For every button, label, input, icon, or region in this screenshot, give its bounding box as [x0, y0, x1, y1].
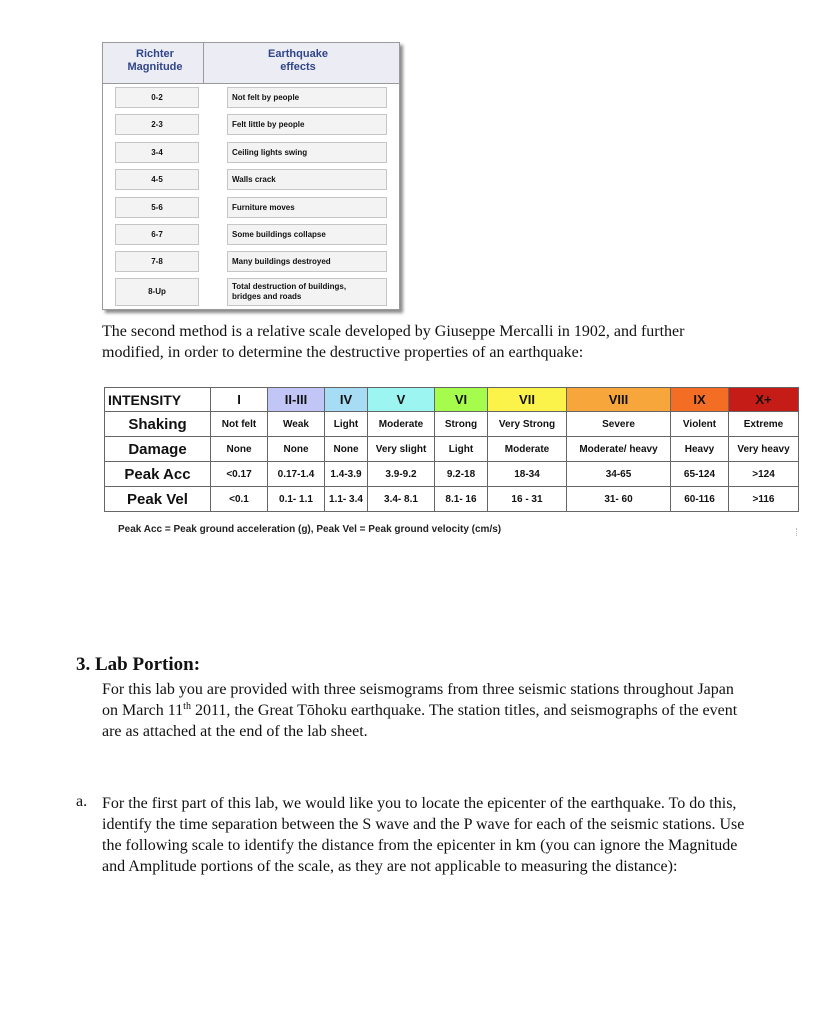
richter-header: [103, 43, 399, 84]
richter-header-effects-line1: Earthquake: [268, 48, 328, 60]
richter-effect-cell: Some buildings collapse: [227, 224, 387, 245]
intensity-label: INTENSITY: [105, 388, 211, 412]
richter-header-effects-line2: effects: [280, 61, 316, 73]
table-cell: 0.17-1.4: [268, 462, 325, 487]
richter-row: [103, 222, 399, 249]
intensity-cell: IV: [325, 388, 368, 412]
mercalli-intensity-row: [105, 388, 799, 412]
intensity-cell: VII: [488, 388, 567, 412]
table-cell: None: [268, 437, 325, 462]
row-label: Damage: [105, 437, 211, 462]
richter-header-magnitude-line1: Richter: [136, 48, 174, 60]
richter-effect-cell: Furniture moves: [227, 197, 387, 218]
richter-magnitude-cell: 0-2: [115, 87, 199, 108]
richter-magnitude-cell: 3-4: [115, 142, 199, 163]
mercalli-footnote: Peak Acc = Peak ground acceleration (g), Peak Vel = Peak ground velocity (cm/s): [118, 524, 502, 535]
table-cell: Heavy: [671, 437, 729, 462]
richter-row: [103, 85, 399, 112]
richter-magnitude-cell: 5-6: [115, 197, 199, 218]
table-cell: Very slight: [368, 437, 435, 462]
richter-row: [103, 140, 399, 167]
lab-intro-paragraph: [102, 679, 742, 742]
mercalli-shaking-row: [105, 412, 799, 437]
table-cell: Violent: [671, 412, 729, 437]
table-cell: Not felt: [211, 412, 268, 437]
intensity-cell: X+: [729, 388, 799, 412]
intensity-cell: VIII: [567, 388, 671, 412]
table-cell: >124: [729, 462, 799, 487]
row-label: Peak Acc: [105, 462, 211, 487]
mercalli-intro-paragraph: The second method is a relative scale developed by Giuseppe Mercalli in 1902, and further modified, in order to determine the destructive properties of an earthquake:: [102, 323, 685, 361]
intensity-cell: IX: [671, 388, 729, 412]
lab-item-a-paragraph: For the first part of this lab, we would like you to locate the epicenter of the earthquake. To do this, identify the time separation between the S wave and the P wave for each of the seismic stations. Use the following scale to identify the distance from the epicenter in km (you can ignore the Magnitude and Amplitude portions of the scale, as they are not applicable to measuring the distance):: [102, 795, 745, 875]
table-cell: Extreme: [729, 412, 799, 437]
richter-header-divider: [203, 43, 204, 83]
richter-effect-cell: Ceiling lights swing: [227, 142, 387, 163]
table-cell: None: [325, 437, 368, 462]
table-cell: 60-116: [671, 487, 729, 512]
table-cell: >116: [729, 487, 799, 512]
table-cell: Light: [435, 437, 488, 462]
mercalli-damage-row: [105, 437, 799, 462]
richter-header-effects: [223, 48, 373, 74]
intensity-cell: V: [368, 388, 435, 412]
richter-magnitude-cell: 8-Up: [115, 278, 199, 306]
row-label: Shaking: [105, 412, 211, 437]
richter-row: [103, 276, 399, 312]
table-cell: Light: [325, 412, 368, 437]
lab-intro-text-cont: 2011, the Great Tōhoku earthquake. The station titles, and seismographs of the event are as attached at the end of the lab sheet.: [102, 702, 738, 740]
richter-row: [103, 195, 399, 222]
table-cell: 31- 60: [567, 487, 671, 512]
table-cell: 65-124: [671, 462, 729, 487]
table-cell: Weak: [268, 412, 325, 437]
richter-magnitude-cell: 4-5: [115, 169, 199, 190]
table-cell: Moderate: [488, 437, 567, 462]
richter-row: [103, 249, 399, 276]
table-cell: Very Strong: [488, 412, 567, 437]
richter-row: [103, 167, 399, 194]
table-cell: Moderate/ heavy: [567, 437, 671, 462]
richter-table: [102, 42, 400, 310]
intensity-cell: I: [211, 388, 268, 412]
list-marker-a: a.: [76, 793, 88, 810]
table-cell: <0.17: [211, 462, 268, 487]
lab-intro-text: For this lab you are provided with three seismograms from three seismic stations throughout Japan on March 11: [102, 681, 734, 719]
intensity-cell: II-III: [268, 388, 325, 412]
mercalli-peak-acc-row: [105, 462, 799, 487]
lab-heading: 3. Lab Portion:: [76, 654, 201, 675]
mercalli-peak-vel-row: [105, 487, 799, 512]
table-cell: 1.1- 3.4: [325, 487, 368, 512]
table-cell: 3.4- 8.1: [368, 487, 435, 512]
richter-effect-cell: Felt little by people: [227, 114, 387, 135]
table-cell: 3.9-9.2: [368, 462, 435, 487]
table-cell: 34-65: [567, 462, 671, 487]
richter-effect-cell: [227, 278, 387, 306]
richter-magnitude-cell: 2-3: [115, 114, 199, 135]
table-cell: Moderate: [368, 412, 435, 437]
table-cell: 18-34: [488, 462, 567, 487]
richter-effect-cell: Walls crack: [227, 169, 387, 190]
richter-effect-line2: bridges and roads: [232, 292, 302, 301]
table-cell: 1.4-3.9: [325, 462, 368, 487]
richter-magnitude-cell: 6-7: [115, 224, 199, 245]
table-cell: Very heavy: [729, 437, 799, 462]
mercalli-table: [104, 387, 799, 512]
richter-magnitude-cell: 7-8: [115, 251, 199, 272]
table-cell: Strong: [435, 412, 488, 437]
richter-effect-cell: Many buildings destroyed: [227, 251, 387, 272]
row-label: Peak Vel: [105, 487, 211, 512]
table-cell: 0.1- 1.1: [268, 487, 325, 512]
richter-effect-line1: Total destruction of buildings,: [232, 282, 347, 291]
table-cell: <0.1: [211, 487, 268, 512]
richter-row: [103, 112, 399, 139]
table-cell: 8.1- 16: [435, 487, 488, 512]
table-cell: 9.2-18: [435, 462, 488, 487]
intensity-cell: VI: [435, 388, 488, 412]
richter-effect-cell: Not felt by people: [227, 87, 387, 108]
richter-header-magnitude: [107, 48, 203, 74]
table-cell: 16 - 31: [488, 487, 567, 512]
stray-mark: [796, 528, 798, 536]
table-cell: None: [211, 437, 268, 462]
table-cell: Severe: [567, 412, 671, 437]
richter-header-magnitude-line2: Magnitude: [127, 61, 183, 73]
lab-intro-superscript: th: [183, 701, 191, 712]
